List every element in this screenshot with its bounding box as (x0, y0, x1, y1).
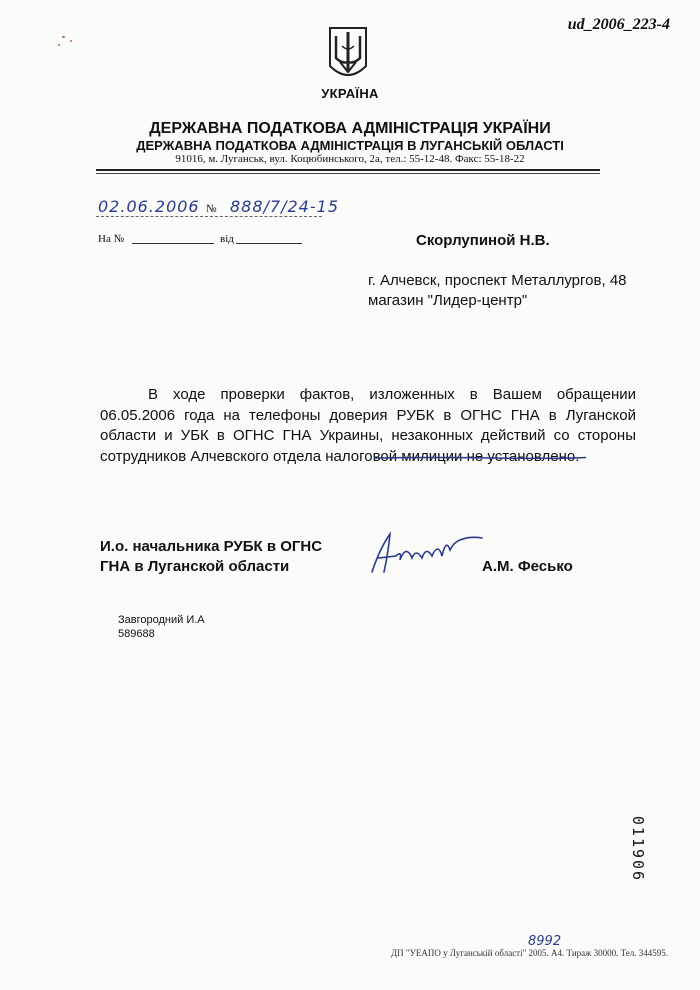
serial-number: 011906 (629, 815, 647, 883)
paper-speck (70, 40, 72, 42)
org-address: 91016, м. Луганськ, вул. Коцюбинського, 2а, тел.: 55-12-48. Факс: 55-18-22 (175, 153, 525, 165)
trident-icon (326, 22, 370, 84)
incoming-date-line (236, 243, 302, 244)
recipient-address-line2: магазин "Лидер-центр" (368, 292, 528, 309)
org-name-line1: ДЕРЖАВНА ПОДАТКОВА АДМІНІСТРАЦІЯ УКРАЇНИ (149, 120, 551, 137)
recipient-name: Скорлупиной Н.В. (416, 232, 550, 249)
outgoing-date: 02.06.2006 (98, 197, 200, 216)
handwritten-number: 8992 (528, 934, 562, 949)
signatory-title-line1: И.о. начальника РУБК в ОГНС (100, 538, 323, 555)
executor-name: Завгородний И.А (118, 614, 205, 626)
paper-speck (62, 36, 65, 38)
executor-phone: 589688 (118, 628, 155, 640)
country-name: УКРАЇНА (321, 86, 379, 101)
printer-footer: ДП "УЕАПО у Луганській області" 2005. А4. Тираж 30000. Тел. 344595. (391, 948, 668, 958)
org-name-line2: ДЕРЖАВНА ПОДАТКОВА АДМІНІСТРАЦІЯ В ЛУГАНСЬКІЙ ОБЛАСТІ (136, 138, 564, 153)
pen-underline (374, 456, 586, 459)
header-rule (96, 169, 600, 171)
recipient-address-line1: г. Алчевск, проспект Металлургов, 48 (368, 272, 627, 289)
outgoing-number-label: № (206, 203, 217, 215)
incoming-number-line (132, 243, 214, 244)
handwritten-signature (366, 528, 486, 580)
header-rule-thin (96, 173, 600, 174)
signatory-title-line2: ГНА в Луганской области (100, 558, 290, 575)
outgoing-underline (96, 216, 322, 217)
incoming-date-label: від (220, 233, 234, 245)
letter-body: В ходе проверки фактов, изложенных в Вашем обращении 06.05.2006 года на телефоны доверия РУБК в ОГНС ГНА в Луганской области и УБК в ОГНС ГНА Украины, незаконных действий со стороны сотрудников Алчевского отдела налоговой милиции не установлено. (100, 386, 636, 465)
outgoing-number: 888/7/24-15 (230, 197, 339, 216)
incoming-number-label: На № (98, 233, 125, 245)
document-id: ud_2006_223-4 (567, 16, 670, 33)
paper-speck (58, 44, 60, 46)
signatory-name: А.М. Фесько (482, 558, 573, 575)
